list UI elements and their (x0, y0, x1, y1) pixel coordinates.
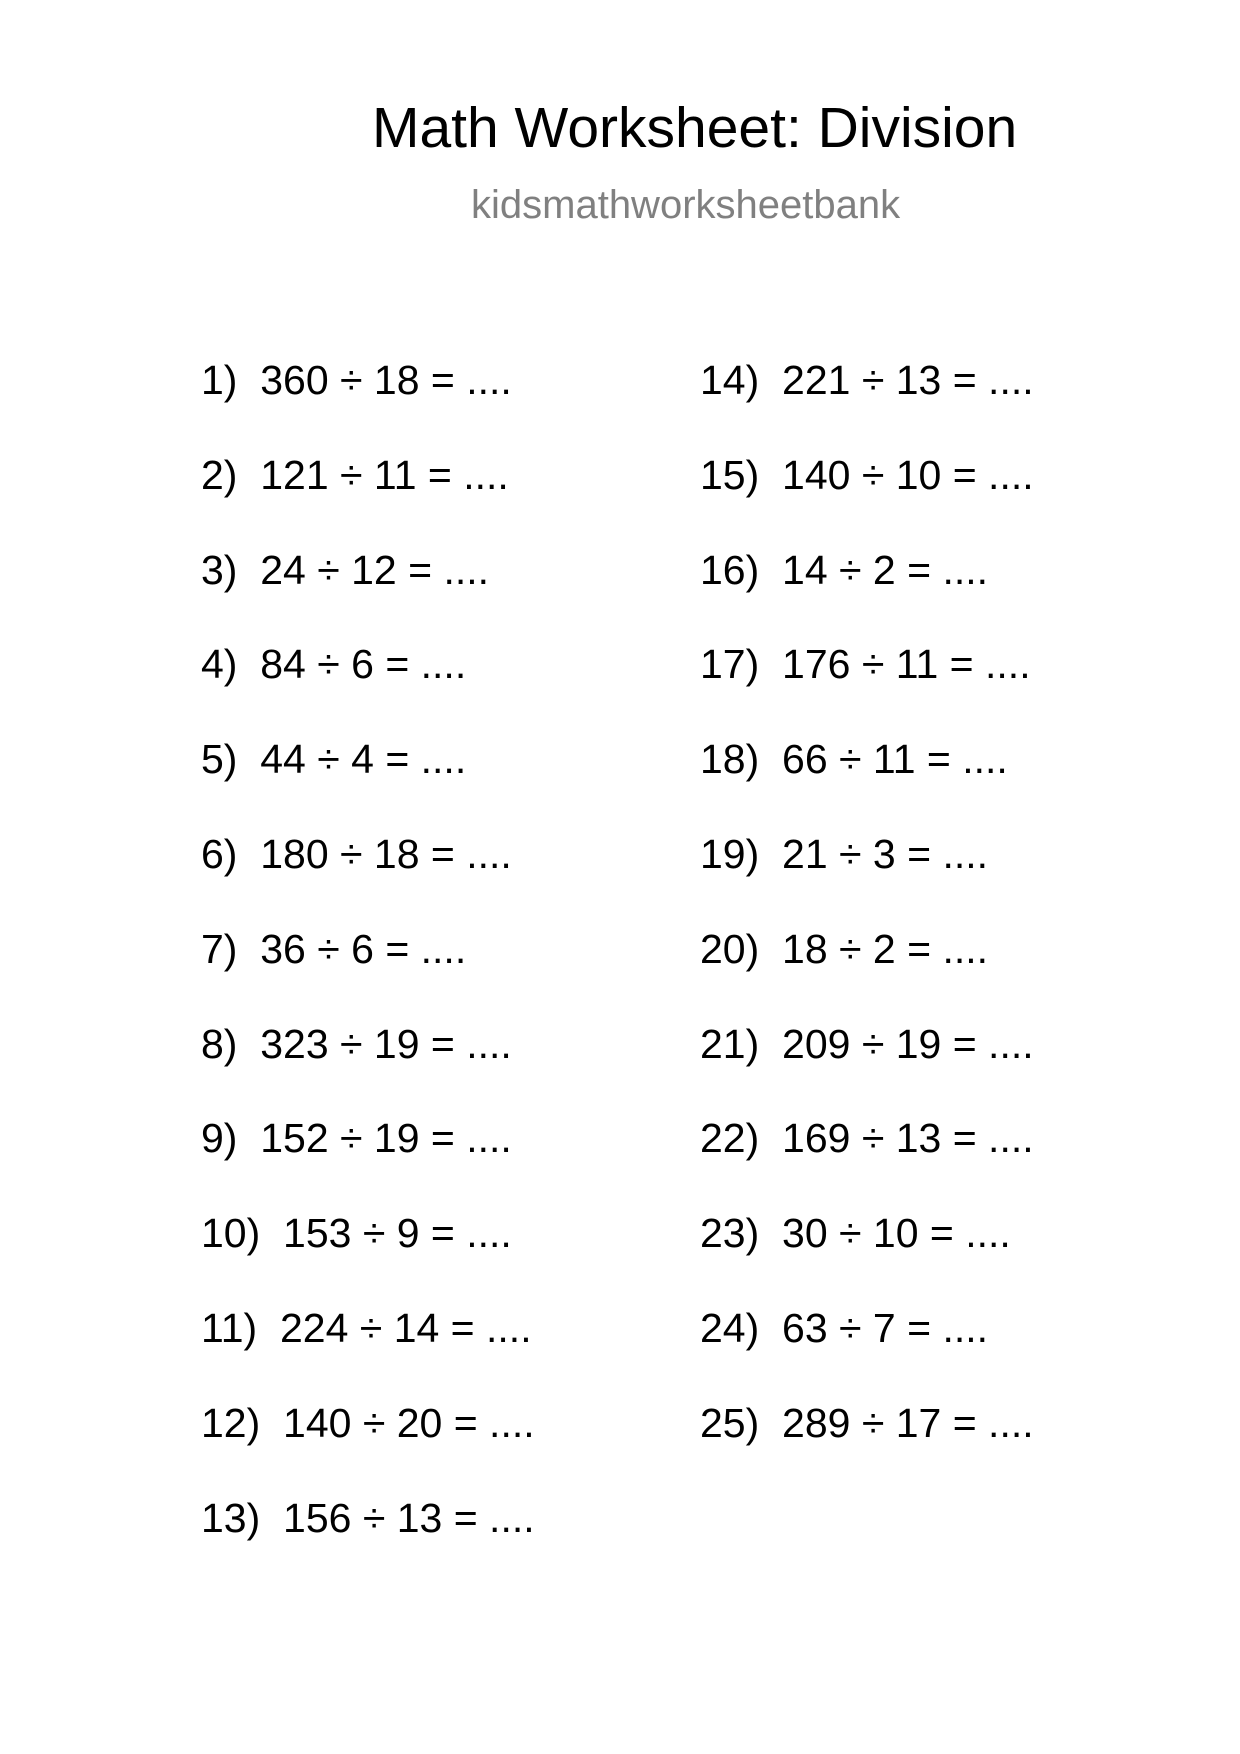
worksheet-source: kidsmathworksheetbank (471, 183, 901, 227)
problem-item: 10) 153 ÷ 9 = .... (201, 1210, 512, 1257)
problem-item: 14) 221 ÷ 13 = .... (700, 357, 1034, 403)
problem-item: 12) 140 ÷ 20 = .... (201, 1399, 535, 1446)
problem-item: 11) 224 ÷ 14 = .... (201, 1305, 532, 1351)
problem-item: 18) 66 ÷ 11 = .... (700, 736, 1008, 783)
problem-item: 6) 180 ÷ 18 = .... (201, 831, 512, 877)
problem-item: 20) 18 ÷ 2 = .... (700, 925, 989, 972)
problem-item: 9) 152 ÷ 19 = .... (201, 1115, 512, 1162)
problem-item: 16) 14 ÷ 2 = .... (700, 546, 989, 593)
problem-item: 7) 36 ÷ 6 = .... (201, 925, 467, 972)
problem-item: 19) 21 ÷ 3 = .... (700, 831, 989, 877)
problem-item: 22) 169 ÷ 13 = .... (700, 1115, 1034, 1162)
problem-item: 8) 323 ÷ 19 = .... (201, 1020, 512, 1067)
problem-item: 25) 289 ÷ 17 = .... (700, 1399, 1034, 1446)
worksheet-title: Math Worksheet: Division (372, 96, 1018, 160)
problem-item: 13) 156 ÷ 13 = .... (201, 1494, 535, 1541)
problem-item: 3) 24 ÷ 12 = .... (201, 546, 490, 593)
problem-item: 17) 176 ÷ 11 = .... (700, 641, 1031, 688)
problem-item: 21) 209 ÷ 19 = .... (700, 1020, 1034, 1067)
problem-item: 1) 360 ÷ 18 = .... (201, 357, 512, 403)
problem-item: 24) 63 ÷ 7 = .... (700, 1305, 989, 1351)
problem-item: 15) 140 ÷ 10 = .... (700, 451, 1034, 498)
problem-item: 23) 30 ÷ 10 = .... (700, 1210, 1011, 1257)
problem-item: 4) 84 ÷ 6 = .... (201, 641, 467, 688)
problem-item: 5) 44 ÷ 4 = .... (201, 736, 467, 783)
problem-item: 2) 121 ÷ 11 = .... (201, 451, 509, 498)
